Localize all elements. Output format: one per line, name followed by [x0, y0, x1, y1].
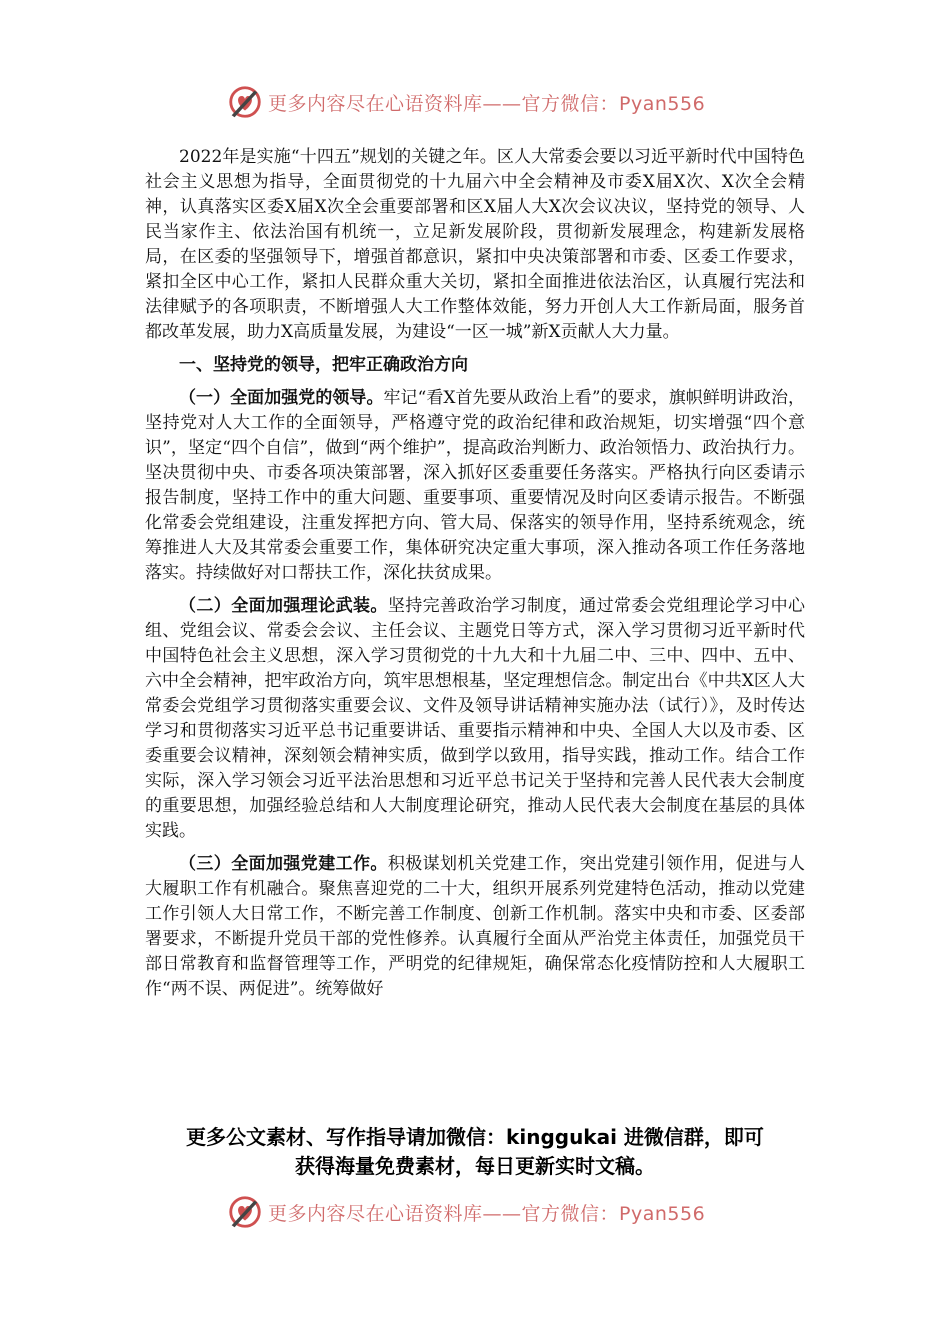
heart-pen-logo-icon [226, 83, 264, 121]
watermark-text: 更多内容尽在心语资料库——官方微信：Pyan556 [268, 1202, 706, 1225]
promo-line-1: 更多公文素材、写作指导请加微信：kinggukai 进微信群，即可 [186, 1125, 764, 1149]
paragraph-3-body: 积极谋划机关党建工作，突出党建引领作用，促进与人大履职工作有机融合。聚焦喜迎党的二十大，组织开展系列党建特色活动，推动以党建工作引领人大日常工作，不断完善工作制度、创新工作机制。落实中央和市委、区委部署要求，不断提升党员干部的党性修养。认真履行全面从严治党主体责任，加强党员干部日常教育和监督管理等工作，严明党的纪律规矩，确保常态化疫情防控和人大履职工作“两不误、两促进”。统筹做好 [145, 854, 806, 999]
promo-line-2: 获得海量免费素材，每日更新实时文稿。 [295, 1154, 655, 1178]
watermark-text: 更多内容尽在心语资料库——官方微信：Pyan556 [268, 92, 706, 115]
paragraph-2-lead: （二）全面加强理论武装。 [179, 596, 388, 616]
paragraph-1 [145, 386, 805, 586]
heart-pen-logo-icon [226, 1193, 264, 1231]
header-watermark-banner [0, 82, 950, 122]
section-heading: 一、坚持党的领导，把牢正确政治方向 [179, 355, 468, 375]
paragraph-3 [145, 852, 805, 1002]
paragraph-1-lead: （一）全面加强党的领导。 [179, 388, 384, 408]
footer-watermark-banner [0, 1192, 950, 1232]
paragraph-2 [145, 594, 805, 844]
paragraph-2-body: 坚持完善政治学习制度，通过常委会党组理论学习中心组、党组会议、常委会会议、主任会议、主题党日等方式，深入学习贯彻习近平新时代中国特色社会主义思想，深入学习贯彻党的十九大和十九届二中、三中、四中、五中、六中全会精神，把牢政治方向，筑牢思想根基，坚定理想信念。制定出台《中共X区人大常委会党组学习贯彻落实重要会议、文件及领导讲话精神实施办法（试行）》，及时传达学习和贯彻落实习近平总书记重要讲话、重要指示精神和中央、全国人大以及市委、区委重要会议精神，深刻领会精神实质，做到学以致用，指导实践，推动工作。结合工作实际，深入学习领会习近平法治思想和习近平总书记关于坚持和完善人民代表大会制度的重要思想，加强经验总结和人大制度理论研究，推动人民代表大会制度在基层的具体实践。 [145, 596, 806, 841]
promo-notice [120, 1123, 830, 1181]
intro-paragraph: 2022年是实施“十四五”规划的关键之年。区人大常委会要以习近平新时代中国特色社会主义思想为指导，全面贯彻党的十九届六中全会精神及市委X届X次、X次全会精神，认真落实区委X届X次全会重要部署和区X届人大X次会议决议，坚持党的领导、人民当家作主、依法治国有机统一，立足新发展阶段，贯彻新发展理念，构建新发展格局，在区委的坚强领导下，增强首都意识，紧扣中央决策部署和市委、区委工作要求，紧扣全区中心工作，紧扣人民群众重大关切，紧扣全面推进依法治区，认真履行宪法和法律赋予的各项职责，不断增强人大工作整体效能，努力开创人大工作新局面，服务首都改革发展，助力X高质量发展，为建设“一区一城”新X贡献人大力量。 [145, 147, 805, 342]
paragraph-3-lead: （三）全面加强党建工作。 [179, 854, 388, 874]
document-body [145, 145, 805, 1002]
paragraph-1-body: 牢记“看X首先要从政治上看”的要求，旗帜鲜明讲政治，坚持党对人大工作的全面领导，严格遵守党的政治纪律和政治规矩，切实增强“四个意识”，坚定“四个自信”，做到“两个维护”，提高政治判断力、政治领悟力、政治执行力。坚决贯彻中央、市委各项决策部署，深入抓好区委重要任务落实。严格执行向区委请示报告制度，坚持工作中的重大问题、重要事项、重要情况及时向区委请示报告。不断强化常委会党组建设，注重发挥把方向、管大局、保落实的领导作用，坚持系统观念，统筹推进人大及其常委会重要工作，集体研究决定重大事项，深入推动各项工作任务落地落实。持续做好对口帮扶工作，深化扶贫成果。 [145, 388, 806, 583]
